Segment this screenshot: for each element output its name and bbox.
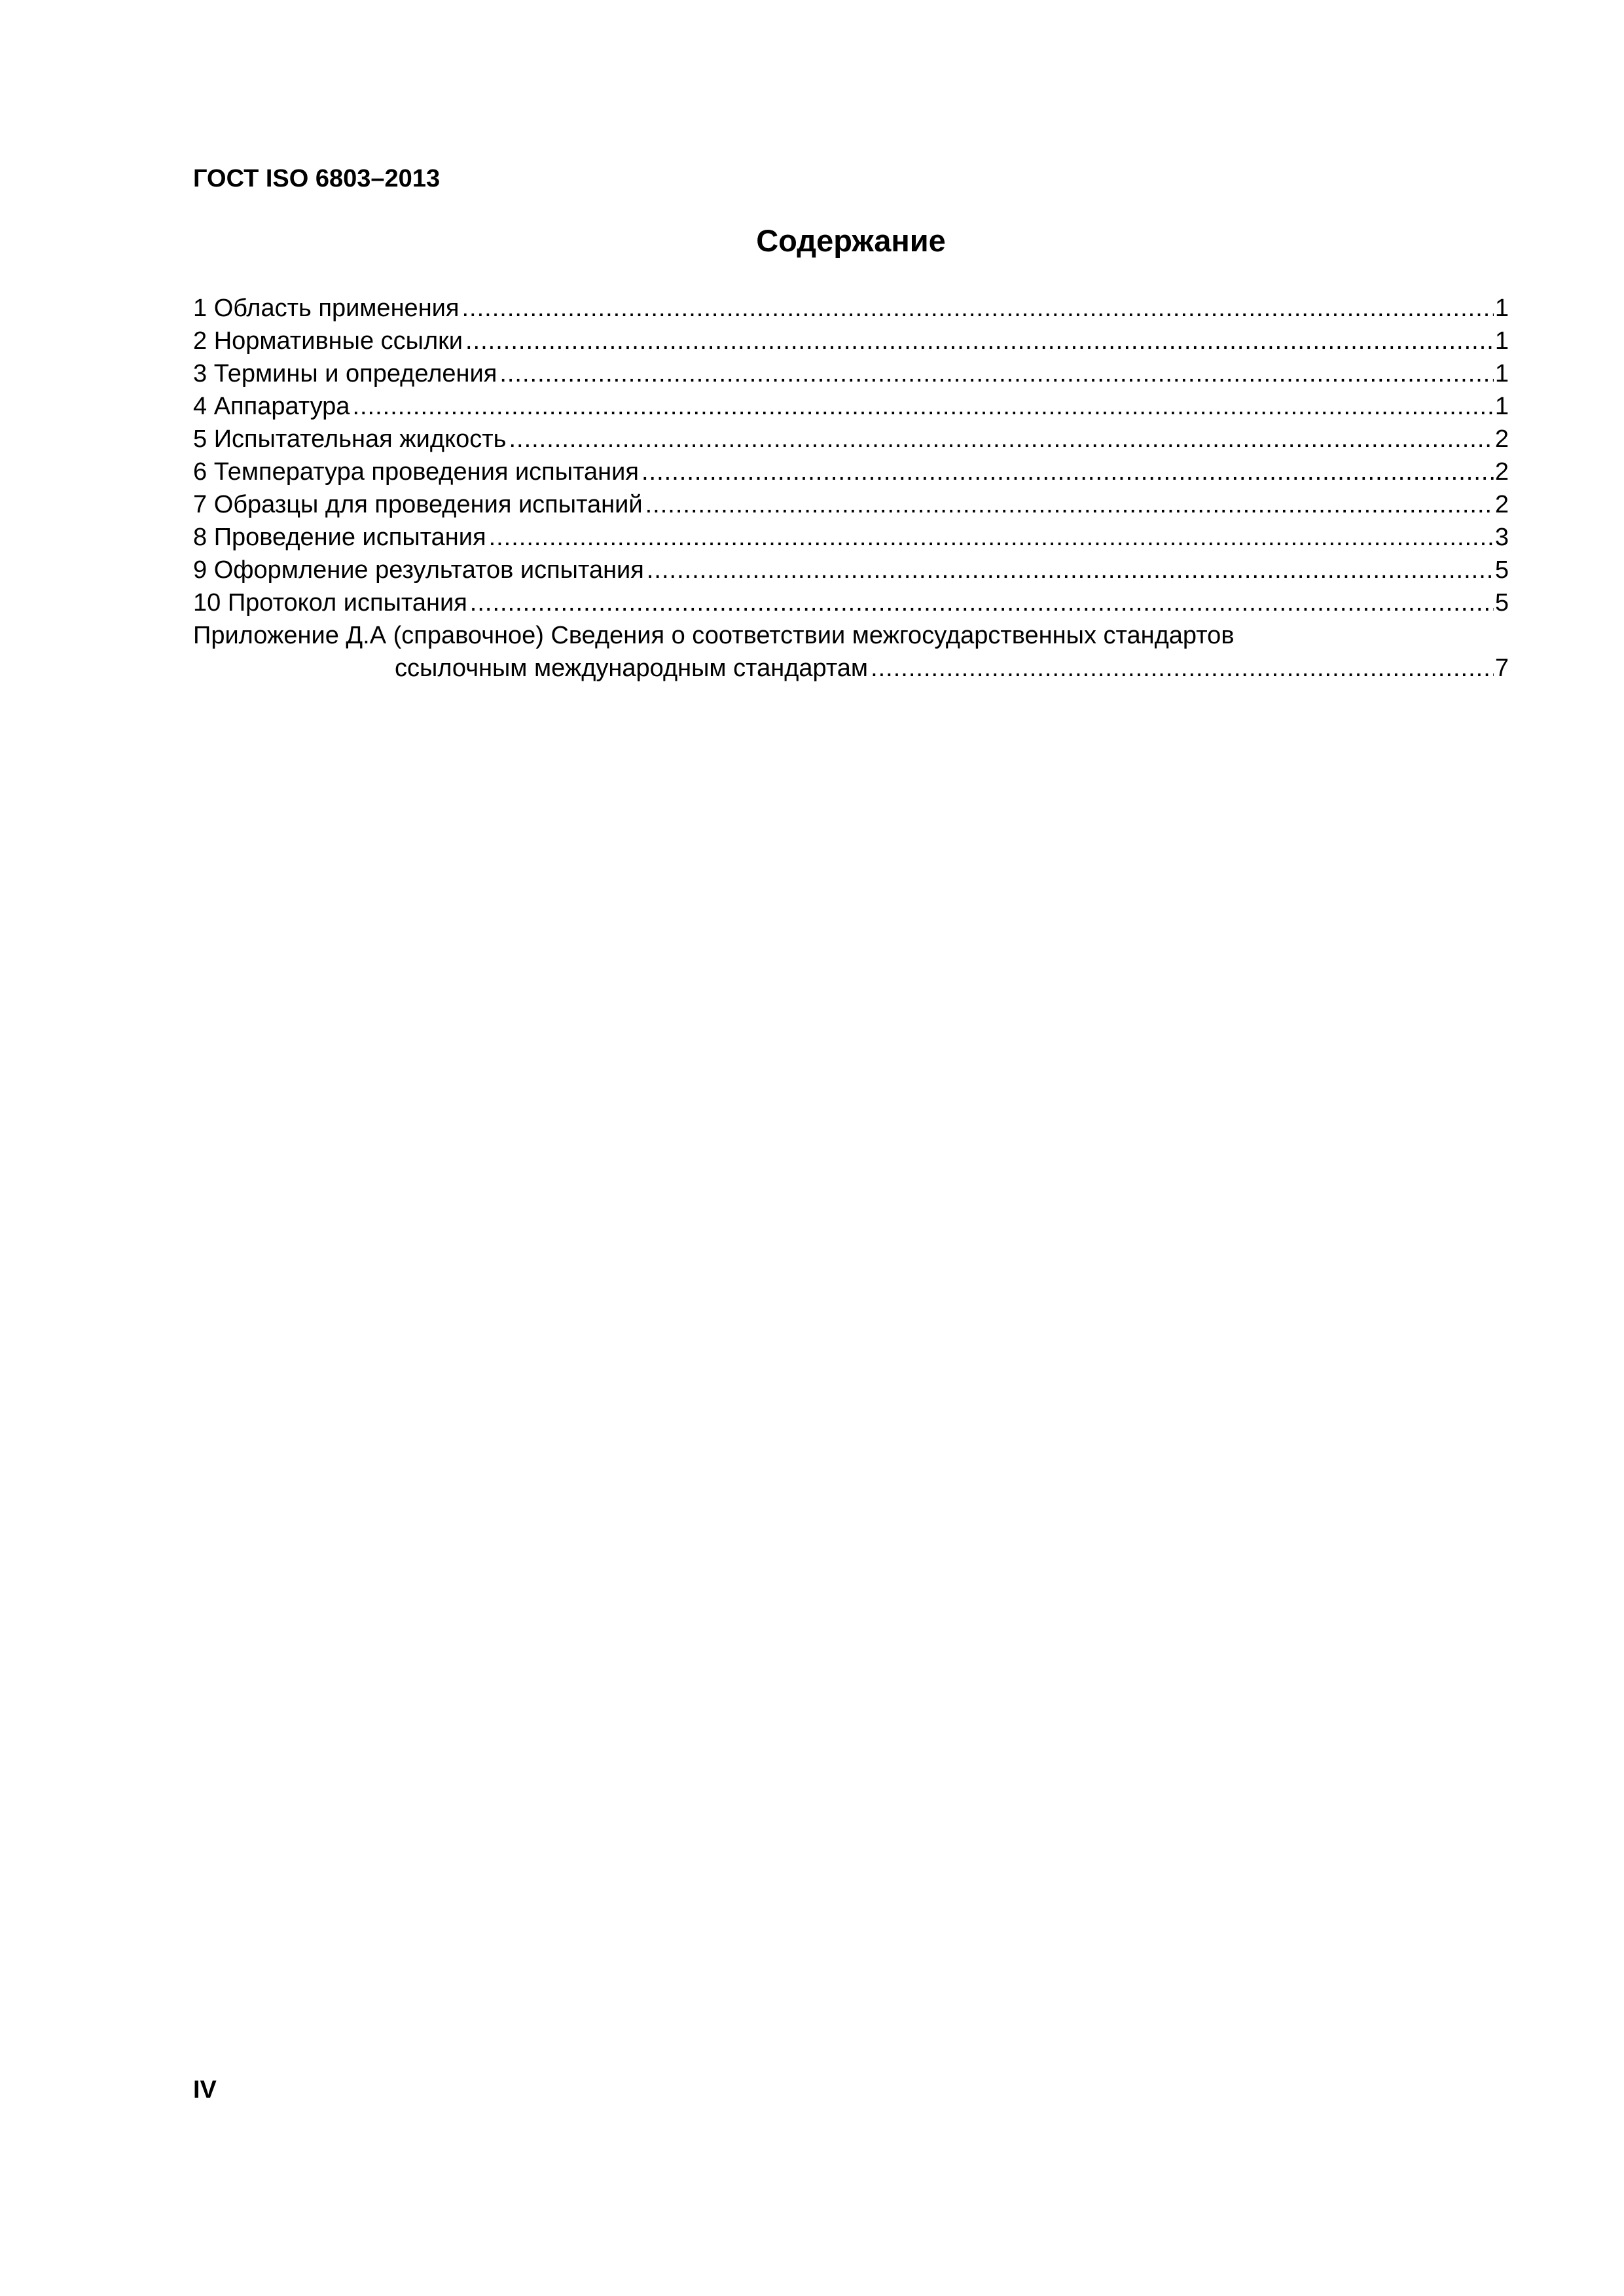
toc-dot-leader [465,325,1494,357]
toc-entry-page: 1 [1494,292,1509,325]
toc-dot-leader [641,456,1494,488]
toc-entry[interactable] [193,390,1509,423]
toc-entry-label: 5 Испытательная жидкость [193,423,509,456]
toc-dot-leader [871,652,1494,685]
toc-entry[interactable] [193,357,1509,390]
toc-appendix-heading[interactable]: Приложение Д.А (справочное) Сведения о соответствии межгосударственных стандартов [193,622,1235,649]
toc-entry[interactable] [193,456,1509,488]
toc-entry[interactable] [193,292,1509,325]
toc-entry[interactable] [193,521,1509,554]
toc-dot-leader [489,521,1494,554]
toc-entry-label: 4 Аппаратура [193,390,352,423]
page-number: IV [193,2076,217,2104]
toc-entry-page: 2 [1494,456,1509,488]
toc-dot-leader [509,423,1493,456]
toc-dot-leader [645,488,1494,521]
toc-entry-label: 3 Термины и определения [193,357,499,390]
toc-entry-label: ссылочным международным стандартам [395,652,871,685]
toc-entry[interactable] [193,488,1509,521]
toc-entry-page: 5 [1494,554,1509,586]
toc-entry-page: 1 [1494,357,1509,390]
toc-dot-leader [470,586,1494,619]
toc-entry-label: 7 Образцы для проведения испытаний [193,488,645,521]
toc-entry[interactable] [193,554,1509,586]
toc-entry-label: 10 Протокол испытания [193,586,470,619]
toc-appendix-entry[interactable] [193,652,1509,685]
toc-dot-leader [352,390,1493,423]
toc-title: Содержание [756,223,946,258]
toc-entry-page: 2 [1494,488,1509,521]
toc-entry-label: 9 Оформление результатов испытания [193,554,647,586]
toc-entry-label: 6 Температура проведения испытания [193,456,641,488]
standard-code: ГОСТ ISO 6803–2013 [193,165,441,192]
toc-entry-label: 8 Проведение испытания [193,521,489,554]
toc-entry-page: 1 [1494,325,1509,357]
toc-entry-page: 3 [1494,521,1509,554]
toc-entry-page: 2 [1494,423,1509,456]
toc-entry-page: 5 [1494,586,1509,619]
toc-entry-page: 1 [1494,390,1509,423]
table-of-contents [193,292,1509,685]
toc-dot-leader [461,292,1493,325]
toc-dot-leader [499,357,1494,390]
toc-entry[interactable] [193,423,1509,456]
toc-entry[interactable] [193,586,1509,619]
toc-dot-leader [647,554,1494,586]
toc-entry[interactable] [193,325,1509,357]
toc-entry-label: 1 Область применения [193,292,461,325]
toc-entry-page: 7 [1494,652,1509,685]
toc-entry-label: 2 Нормативные ссылки [193,325,465,357]
